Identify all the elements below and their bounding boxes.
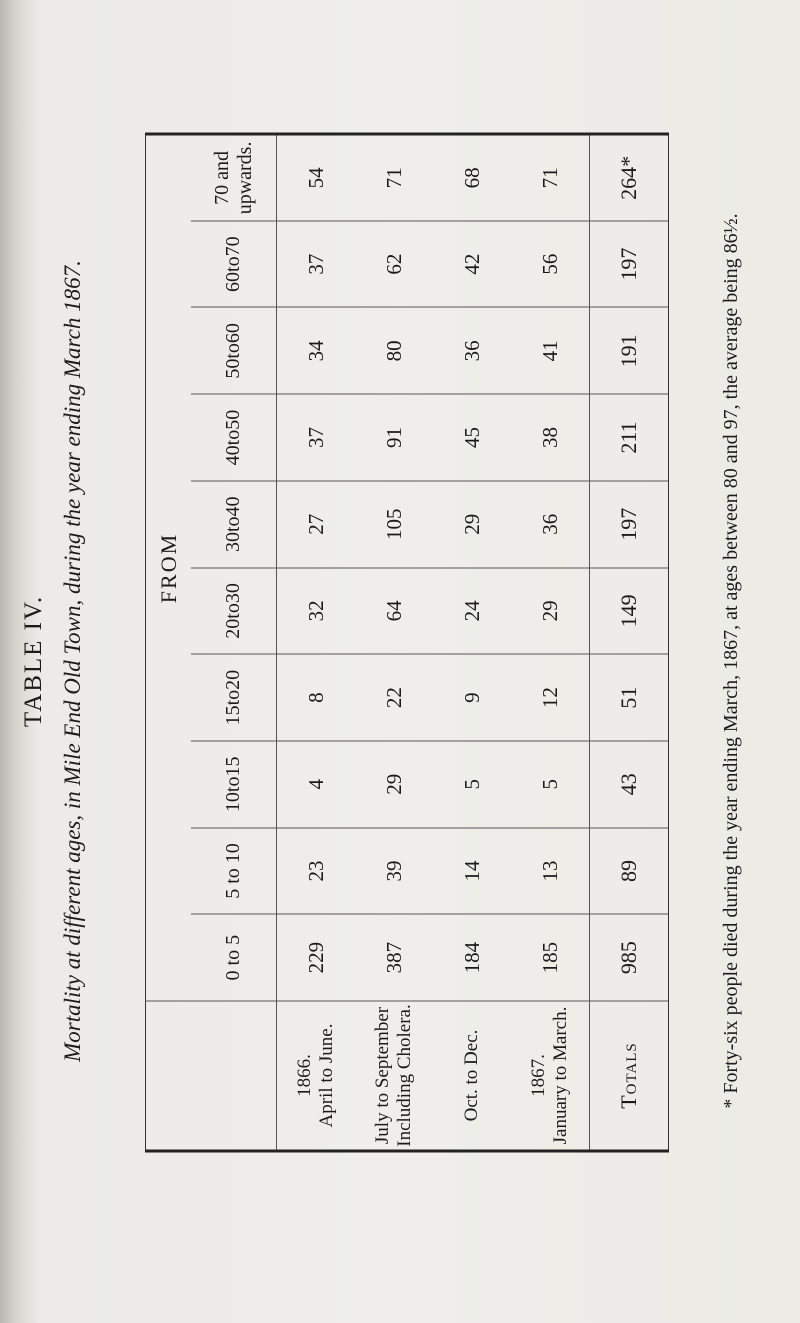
period-line-1: 1866. <box>294 1054 315 1097</box>
table-cell: 62 <box>355 221 433 308</box>
table-cell: 185 <box>511 914 590 1001</box>
period-label <box>277 1001 356 1151</box>
table-cell: 4 <box>277 741 356 828</box>
table-cell: 64 <box>355 568 433 655</box>
table-row <box>355 134 433 1151</box>
table-cell: 229 <box>277 914 356 1001</box>
period-line-2: Including Cholera. <box>394 1004 415 1147</box>
total-cell: 191 <box>590 308 669 395</box>
age-header-row <box>191 134 277 1151</box>
table-cell: 56 <box>511 221 590 308</box>
period-line-2: January to March. <box>550 1006 571 1145</box>
total-cell: 43 <box>590 741 669 828</box>
total-cell: 197 <box>590 481 669 568</box>
table-cell: 9 <box>433 654 511 741</box>
table-cell: 29 <box>511 568 590 655</box>
period-label <box>511 1001 590 1151</box>
table-cell: 42 <box>433 221 511 308</box>
age-column-header: 60to70 <box>191 221 277 308</box>
age-column-header: 50to60 <box>191 308 277 395</box>
age-column-header: 20to30 <box>191 568 277 655</box>
table-title: TABLE IV. <box>20 594 47 728</box>
table-cell: 27 <box>277 481 356 568</box>
table-cell: 91 <box>355 394 433 481</box>
period-header <box>191 1001 277 1151</box>
table-cell: 184 <box>433 914 511 1001</box>
age-column-header: 0 to 5 <box>191 914 277 1001</box>
table-cell: 36 <box>433 308 511 395</box>
age-column-header: 5 to 10 <box>191 828 277 915</box>
table-cell: 13 <box>511 828 590 915</box>
table-cell: 387 <box>355 914 433 1001</box>
table-cell: 5 <box>511 741 590 828</box>
table-cell: 71 <box>355 134 433 221</box>
total-cell: 985 <box>590 914 669 1001</box>
table-cell: 12 <box>511 654 590 741</box>
table-row <box>433 134 511 1151</box>
total-cell: 211 <box>590 394 669 481</box>
table-cell: 14 <box>433 828 511 915</box>
period-line-1: July to September <box>372 1006 393 1145</box>
table-cell: 68 <box>433 134 511 221</box>
table-cell: 71 <box>511 134 590 221</box>
period-line-1: 1867. <box>528 1054 549 1097</box>
table-cell: 41 <box>511 308 590 395</box>
table-cell: 5 <box>433 741 511 828</box>
table-cell: 29 <box>433 481 511 568</box>
age-column-header: 40to50 <box>191 394 277 481</box>
period-line-2: Oct. to Dec. <box>461 1029 482 1122</box>
total-cell: 149 <box>590 568 669 655</box>
period-line-2: April to June. <box>316 1023 337 1128</box>
table-cell: 23 <box>277 828 356 915</box>
table-cell: 39 <box>355 828 433 915</box>
table-cell: 45 <box>433 394 511 481</box>
total-cell: 89 <box>590 828 669 915</box>
table-cell: 37 <box>277 394 356 481</box>
total-cell: 51 <box>590 654 669 741</box>
age-column-header: 15to20 <box>191 654 277 741</box>
from-label: FROM <box>146 134 192 1001</box>
period-label <box>433 1001 511 1151</box>
table-cell: 8 <box>277 654 356 741</box>
blank-corner <box>146 1001 192 1151</box>
table-subtitle: Mortality at different ages, in Mile End Old Town, during the year ending March 1867. <box>60 260 85 1062</box>
age-column-header: 10to15 <box>191 741 277 828</box>
table-cell: 29 <box>355 741 433 828</box>
age-column-header: 30to40 <box>191 481 277 568</box>
totals-row <box>590 134 669 1151</box>
table-cell: 34 <box>277 308 356 395</box>
table-cell: 54 <box>277 134 356 221</box>
table-row <box>511 134 590 1151</box>
footnote: * Forty-six people died during the year ending March, 1867, at ages between 80 and 97, the average being 86½. <box>720 213 742 1109</box>
from-header-row <box>146 134 192 1151</box>
table-cell: 38 <box>511 394 590 481</box>
table-cell: 32 <box>277 568 356 655</box>
mortality-table <box>145 133 669 1153</box>
period-label <box>355 1001 433 1151</box>
table-cell: 105 <box>355 481 433 568</box>
totals-label: Totals <box>590 1001 669 1151</box>
table-cell: 80 <box>355 308 433 395</box>
table-cell: 22 <box>355 654 433 741</box>
total-cell: 197 <box>590 221 669 308</box>
table-cell: 24 <box>433 568 511 655</box>
total-cell: 264* <box>590 134 669 221</box>
table-cell: 36 <box>511 481 590 568</box>
age-column-header: 70 and upwards. <box>191 134 277 221</box>
table-cell: 37 <box>277 221 356 308</box>
table-row <box>277 134 356 1151</box>
